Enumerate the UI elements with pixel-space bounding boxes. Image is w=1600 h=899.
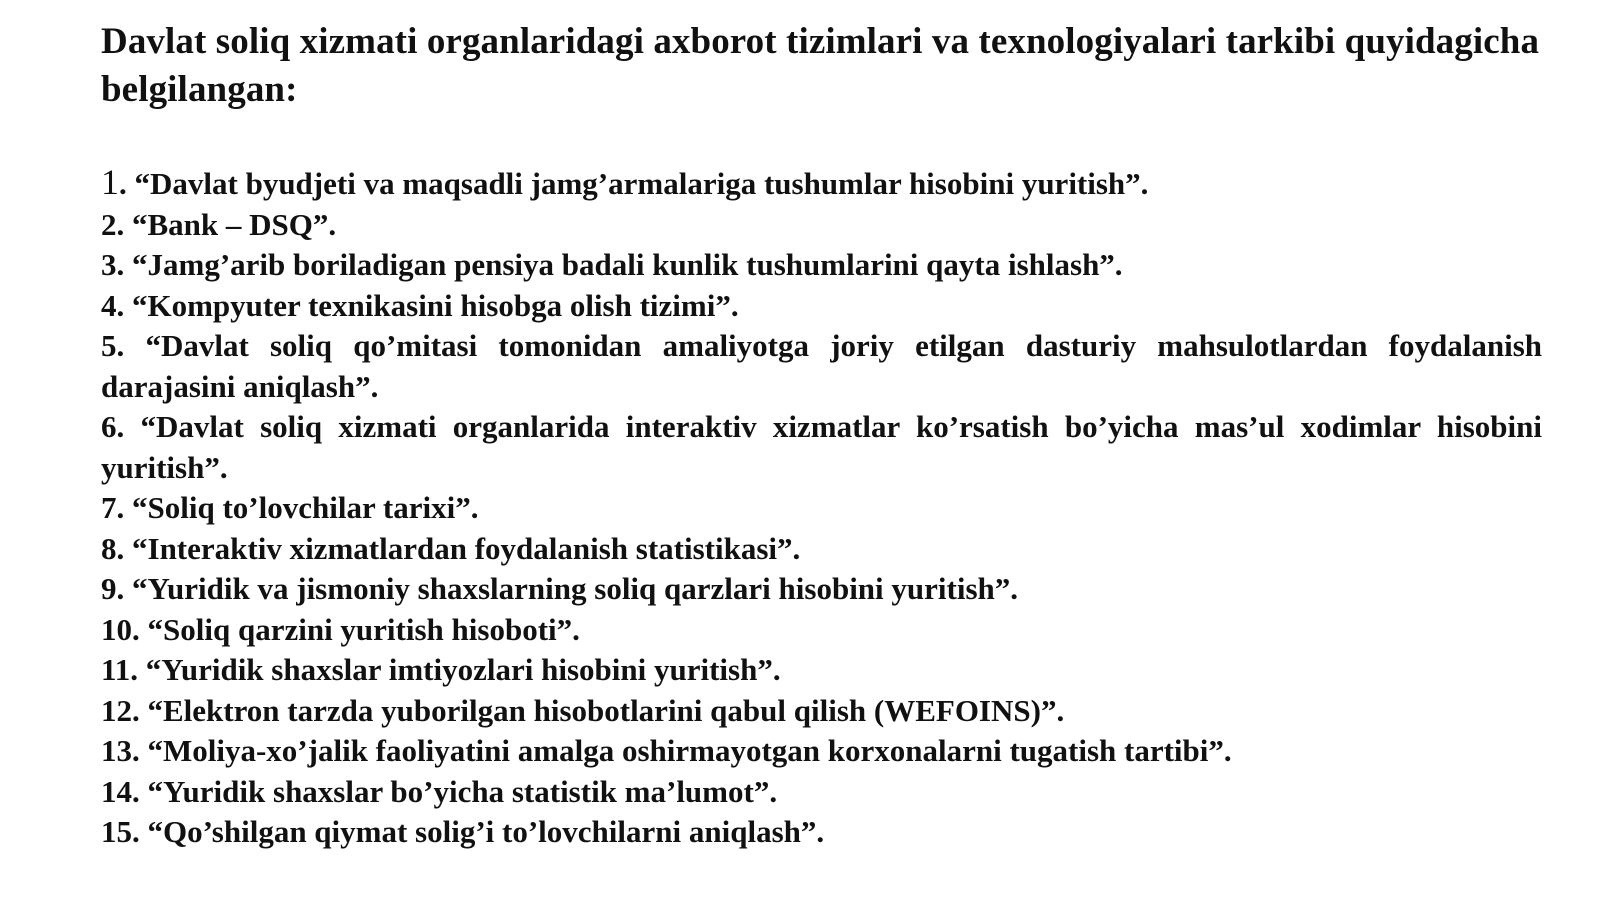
item-number: 3. [101, 247, 125, 282]
item-number: 14. [101, 773, 140, 809]
item-number: 12. [101, 692, 140, 728]
item-text: “Jamg’arib boriladigan pensiya badali kunlik tushumlarini qayta ishlash”. [124, 247, 1123, 282]
list-item [101, 731, 1542, 772]
item-text: “Interaktiv xizmatlardan foydalanish statistikasi”. [124, 530, 801, 566]
item-text: “Kompyuter texnikasini hisobga olish tizimi”. [124, 287, 739, 323]
list-item [101, 772, 1542, 813]
item-number: 5. [101, 328, 125, 363]
item-number: 4. [101, 287, 125, 323]
slide [101, 18, 1542, 853]
list-item [101, 162, 1542, 205]
item-text: “Soliq to’lovchilar tarixi”. [124, 490, 479, 525]
list-item [101, 650, 1542, 691]
item-text: “Yuridik shaxslar bo’yicha statistik ma’lumot”. [139, 773, 778, 809]
item-number: 2. [101, 206, 125, 242]
list-item [101, 245, 1542, 286]
item-text: “Elektron tarzda yuborilgan hisobotlarini qabul qilish (WEFOINS)”. [139, 692, 1065, 728]
item-text: “Bank – DSQ”. [124, 206, 337, 242]
list-item [101, 488, 1542, 529]
list-item [101, 569, 1542, 610]
item-text: “Yuridik shaxslar imtiyozlari hisobini yuritish”. [138, 652, 781, 687]
slide-title: Davlat soliq xizmati organlaridagi axborot tizimlari va texnologiyalari tarkibi quyidagicha belgilangan: [101, 21, 1540, 110]
item-text: “Qo’shilgan qiymat solig’i to’lovchilarni aniqlash”. [139, 814, 825, 849]
item-number: 13. [101, 733, 140, 768]
item-number: 7. [101, 490, 125, 525]
item-number: 10. [101, 611, 140, 647]
item-number: 1 [101, 162, 119, 202]
list-item [101, 286, 1542, 327]
item-text: “Yuridik va jismoniy shaxslarning soliq qarzlari hisobini yuritish”. [124, 571, 1019, 606]
list-item [101, 610, 1542, 651]
item-number: 9. [101, 571, 125, 606]
item-text: “Moliya-xo’jalik faoliyatini amalga oshirmayotgan korxonalarni tugatish tartibi”. [139, 733, 1232, 768]
item-text: “Davlat soliq qo’mitasi tomonidan amaliyotga joriy etilgan dasturiy mahsulotlardan foydalanish darajasini aniqlash”. [101, 328, 1542, 404]
item-number: 11. [101, 652, 139, 687]
list-item [101, 691, 1542, 732]
item-number: 6. [101, 409, 125, 444]
list-item [101, 326, 1542, 407]
list-item [101, 529, 1542, 570]
item-text: . “Davlat byudjeti va maqsadli jamg’armalariga tushumlar hisobini yuritish”. [119, 166, 1149, 201]
item-text: “Davlat soliq xizmati organlarida interaktiv xizmatlar ko’rsatish bo’yicha mas’ul xodimlar hisobini yuritish”. [101, 409, 1542, 485]
list-item [101, 205, 1542, 246]
list-item [101, 812, 1542, 853]
item-text: “Soliq qarzini yuritish hisoboti”. [139, 611, 580, 647]
item-number: 8. [101, 530, 125, 566]
system-list [101, 162, 1542, 853]
item-number: 15. [101, 814, 140, 849]
list-item [101, 407, 1542, 488]
